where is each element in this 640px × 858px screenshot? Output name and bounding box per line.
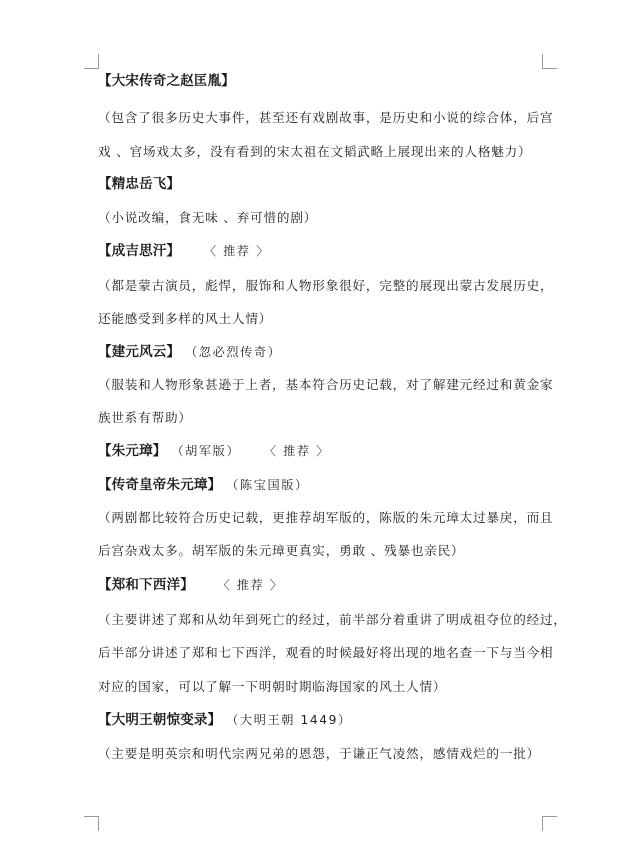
- entry-text-line: （服装和人物形象甚逊于上者，基本符合历史记载，对了解建元经过和黄金家: [98, 377, 554, 392]
- entry-heading: [98, 241, 270, 261]
- entry-text-line: （主要是明英宗和明代宗两兄弟的恩怨，于谦正气凌然，感情戏烂的一批）: [98, 746, 540, 761]
- drama-title: 【大宋传奇之赵匡胤】: [98, 73, 235, 89]
- crop-mark-bottom-right: [542, 816, 557, 831]
- drama-title: 【成吉思汗】: [98, 243, 181, 259]
- drama-subtitle: （大明王朝 1449）: [226, 713, 352, 727]
- entry-heading: [98, 475, 309, 495]
- recommend-tag: 〈 推荐 〉: [217, 578, 284, 592]
- entry-text-line: 后半部分讲述了郑和七下西洋，观看的时候最好将出现的地名查一下与当今相: [98, 645, 554, 660]
- entry-text-line: 族世系有帮助）: [98, 410, 192, 425]
- entry-heading: [98, 575, 284, 595]
- drama-title: 【传奇皇帝朱元璋】: [98, 477, 222, 493]
- entry-text-line: 还能感受到多样的风土人情）: [98, 311, 273, 326]
- drama-title: 【建元风云】: [98, 344, 181, 360]
- drama-subtitle: （忽必烈传奇）: [185, 345, 282, 359]
- crop-mark-bottom-left: [84, 816, 99, 831]
- entry-text-line: 对应的国家，可以了解一下明朝时期临海国家的风土人情）: [98, 679, 447, 694]
- drama-title: 【郑和下西洋】: [98, 577, 194, 593]
- entry-text-line: （主要讲述了郑和从幼年到死亡的经过，前半部分着重讲了明成祖夺位的经过，: [98, 612, 567, 627]
- drama-subtitle: （陈宝国版）: [226, 478, 309, 492]
- entry-text-line: （两剧都比较符合历史记载，更推荐胡军版的，陈版的朱元璋太过暴戾，而且: [98, 510, 554, 525]
- entry-text-line: （包含了很多历史大事件，甚至还有戏剧故事，是历史和小说的综合体，后宫: [98, 110, 554, 125]
- entry-text-line: （小说改编，食无味 、弃可惜的剧）: [98, 210, 318, 225]
- entry-heading: [98, 342, 282, 362]
- recommend-tag: 〈 推荐 〉: [203, 244, 270, 258]
- crop-mark-top-left: [84, 54, 99, 69]
- drama-title: 【朱元璋】: [98, 443, 167, 459]
- drama-subtitle: （胡军版）: [171, 444, 241, 458]
- entry-text-line: 戏 、官场戏太多，没有看到的宋太祖在文韬武略上展现出来的人格魅力）: [98, 144, 532, 159]
- recommend-tag: 〈 推荐 〉: [263, 444, 330, 458]
- entry-heading: [98, 710, 352, 730]
- crop-mark-top-right: [542, 54, 557, 69]
- entry-heading: [98, 174, 180, 194]
- entry-text-line: （都是蒙古演员，彪悍，服饰和人物形象很好，完整的展现出蒙古发展历史，: [98, 278, 554, 293]
- drama-title: 【精忠岳飞】: [98, 176, 181, 192]
- entry-heading: [98, 441, 330, 461]
- drama-title: 【大明王朝惊变录】: [98, 712, 222, 728]
- entry-heading: [98, 71, 235, 91]
- entry-text-line: 后宫杂戏太多。胡军版的朱元璋更真实，勇敢 、残暴也亲民）: [98, 543, 465, 558]
